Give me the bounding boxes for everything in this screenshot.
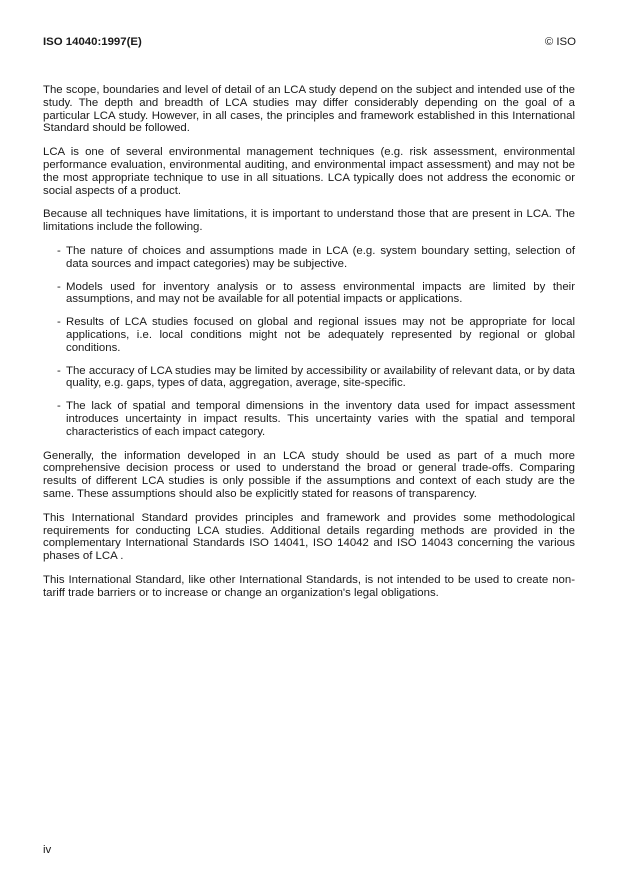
list-dash: - — [57, 280, 61, 293]
list-item-text: Results of LCA studies focused on global and regional issues may not be appropriate for local applications, i.e. local conditions might not be adequately represented by regional or global conditions. — [66, 316, 575, 354]
list-dash: - — [57, 244, 61, 257]
list-dash: - — [57, 316, 61, 329]
standard-designation: ISO 14040:1997(E) — [43, 36, 142, 48]
paragraph-framework: This International Standard provides principles and framework and provides some methodological requirements for conducting LCA studies. Additional details regarding methods are provided in the complementary International Standards ISO 14041, ISO 14042 and ISO 14043 concerning the various phases of LCA . — [43, 511, 575, 563]
page-header — [43, 36, 576, 48]
list-item — [57, 316, 575, 354]
paragraph-generally: Generally, the information developed in an LCA study should be used as part of a much more comprehensive decision process or used to understand the broad or general trade-offs. Comparing results of different LCA studies is only possible if the assumptions and context of each study are the same. These assumptions should also be explicitly stated for reasons of transparency. — [43, 449, 575, 500]
list-item — [57, 245, 575, 271]
paragraph-techniques: LCA is one of several environmental management techniques (e.g. risk assessment, environmental performance evaluation, environmental auditing, and environmental impact assessment) and may not be the most appropriate technique to use in all situations. LCA typically does not address the economic or social aspects of a product. — [43, 146, 575, 197]
list-dash: - — [57, 400, 61, 413]
list-item — [57, 400, 575, 438]
document-body — [43, 84, 575, 611]
paragraph-limitations-intro: Because all techniques have limitations, it is important to understand those that are present in LCA. The limitations include the following. — [43, 208, 575, 234]
list-dash: - — [57, 364, 61, 377]
paragraph-scope: The scope, boundaries and level of detail of an LCA study depend on the subject and intended use of the study. The depth and breadth of LCA studies may differ considerably depending on the goal of a particular LCA study. However, in all cases, the principles and framework established in this International Standard should be followed. — [43, 84, 575, 135]
list-item — [57, 365, 575, 391]
limitations-list — [57, 245, 575, 439]
page-number: iv — [43, 844, 52, 856]
list-item-text: The nature of choices and assumptions made in LCA (e.g. system boundary setting, selection of data sources and impact categories) may be subjective. — [66, 244, 575, 270]
copyright-notice: © ISO — [544, 36, 576, 48]
list-item — [57, 281, 575, 307]
paragraph-trade-barriers: This International Standard, like other International Standards, is not intended to be used to create non-tariff trade barriers or to increase or change an organization's legal obligations. — [43, 573, 575, 599]
list-item-text: Models used for inventory analysis or to assess environmental impacts are limited by their assumptions, and may not be available for all potential impacts or applications. — [66, 280, 575, 306]
list-item-text: The accuracy of LCA studies may be limited by accessibility or availability of relevant data, or by data quality, e.g. gaps, types of data, aggregation, average, site-specific. — [66, 364, 575, 390]
list-item-text: The lack of spatial and temporal dimensions in the inventory data used for impact assessment introduces uncertainty in impact results. This uncertainty varies with the spatial and temporal characteristics of each impact category. — [66, 400, 575, 438]
